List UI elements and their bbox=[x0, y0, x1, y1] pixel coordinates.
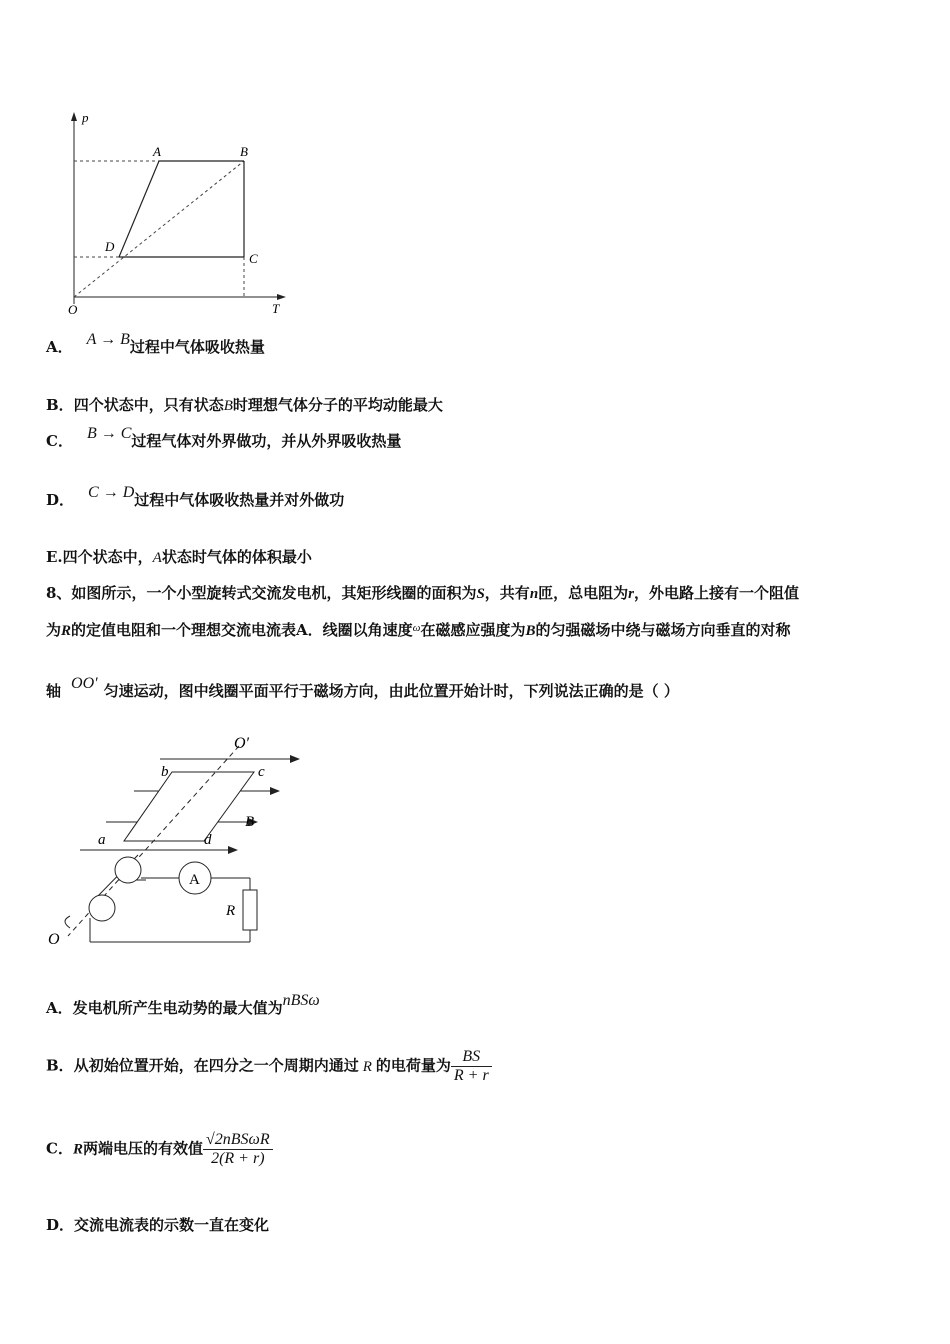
math-b: B bbox=[223, 398, 233, 414]
label-ammeter: A bbox=[189, 872, 200, 888]
stem-text: 的定值电阻和一个理想交流电流表A．线圈以角速度 bbox=[71, 621, 413, 639]
option-text: 的电荷量为 bbox=[375, 1056, 451, 1075]
fraction-denominator: 2(R + r) bbox=[211, 1150, 265, 1167]
p-axis bbox=[71, 112, 77, 304]
label-B: B bbox=[245, 814, 255, 830]
var-R: R bbox=[61, 623, 72, 639]
option-text: 交流电流表的示数一直在变化 bbox=[74, 1216, 270, 1234]
q8-option-b bbox=[46, 1048, 492, 1085]
fraction-numerator: BS bbox=[451, 1048, 492, 1067]
var-axis: OO′ bbox=[71, 675, 98, 692]
stem-text: 为 bbox=[46, 621, 62, 639]
T-label: T bbox=[272, 301, 280, 316]
option-letter: C． bbox=[46, 432, 73, 450]
generator-diagram bbox=[44, 728, 314, 950]
stem-text: 的匀强磁场中绕与磁场方向垂直的对称 bbox=[535, 621, 791, 639]
stem-text: 匝，总电阻为 bbox=[538, 584, 629, 602]
q8-option-c bbox=[46, 1131, 273, 1168]
slip-ring-bottom bbox=[89, 895, 115, 921]
fraction-denominator: R + r bbox=[453, 1067, 489, 1084]
q8-stem-line1 bbox=[46, 582, 799, 603]
q7-option-a bbox=[46, 331, 265, 357]
resistor bbox=[243, 890, 257, 930]
fraction-charge bbox=[451, 1048, 492, 1085]
q8-option-d bbox=[46, 1214, 269, 1235]
point-C-label: C bbox=[249, 251, 258, 266]
math-R: R bbox=[362, 1058, 372, 1075]
option-letter: D． bbox=[46, 1216, 75, 1234]
var-R: R bbox=[72, 1141, 83, 1158]
stem-text: ，外电路上接有一个阻值 bbox=[634, 584, 800, 602]
var-B: B bbox=[525, 623, 536, 639]
stem-text: 在磁感应强度为 bbox=[420, 621, 526, 639]
label-c: c bbox=[258, 764, 265, 780]
dashed-guides bbox=[74, 161, 244, 297]
option-text: 过程中气体吸收热量并对外做功 bbox=[134, 491, 345, 509]
var-S: S bbox=[476, 586, 485, 602]
option-text: 从初始位置开始，在四分之一个周期内通过 bbox=[73, 1056, 359, 1075]
q7-option-c bbox=[46, 425, 402, 451]
T-axis bbox=[74, 294, 286, 300]
option-text: 状态时气体的体积最小 bbox=[161, 548, 312, 566]
q8-option-a bbox=[46, 992, 320, 1018]
p-label: p bbox=[82, 110, 89, 125]
math-emf-max: nBSω bbox=[282, 992, 320, 1009]
point-D-label: D bbox=[105, 239, 115, 254]
var-r: r bbox=[628, 586, 635, 602]
stem-text: 轴 bbox=[46, 682, 62, 700]
math-b-to-c: B → C bbox=[86, 425, 132, 442]
label-a: a bbox=[98, 832, 106, 848]
label-R: R bbox=[226, 903, 236, 919]
option-letter: A． bbox=[46, 999, 73, 1017]
option-text: 时理想气体分子的平均动能最大 bbox=[232, 396, 443, 414]
math-a-to-b: A → B bbox=[86, 331, 130, 348]
option-text: 两端电压的有效值 bbox=[82, 1139, 203, 1158]
coil bbox=[124, 772, 254, 841]
label-b: b bbox=[161, 764, 169, 780]
math-a: A bbox=[152, 550, 162, 566]
option-text: 过程气体对外界做功，并从外界吸收热量 bbox=[131, 432, 402, 450]
option-letter: D． bbox=[46, 491, 75, 509]
pt-graph bbox=[60, 108, 300, 323]
q7-option-d bbox=[46, 484, 345, 510]
var-n: n bbox=[529, 586, 539, 602]
math-c-to-d: C → D bbox=[88, 484, 135, 501]
stem-text: 8、如图所示，一个小型旋转式交流发电机，其矩形线圈的面积为 bbox=[46, 584, 477, 602]
option-letter: C． bbox=[46, 1139, 73, 1158]
option-letter: E. bbox=[46, 548, 63, 566]
point-A-label: A bbox=[153, 144, 161, 159]
var-omega: ω bbox=[412, 622, 421, 634]
option-letter: B． bbox=[46, 1056, 74, 1075]
rotation-arrow-icon bbox=[65, 916, 70, 928]
stem-text: 匀速运动，图中线圈平面平行于磁场方向，由此位置开始计时，下列说法正确的是（ ） bbox=[103, 682, 679, 700]
option-text: 四个状态中，只有状态 bbox=[73, 396, 224, 414]
option-text: 发电机所产生电动势的最大值为 bbox=[72, 999, 283, 1017]
q7-option-b bbox=[46, 394, 443, 415]
option-letter: A． bbox=[46, 338, 73, 356]
origin-label: O bbox=[68, 302, 78, 317]
q8-stem-line2 bbox=[46, 619, 791, 640]
label-O: O bbox=[48, 931, 60, 948]
q7-option-e bbox=[46, 546, 312, 567]
option-text: 四个状态中， bbox=[62, 548, 153, 566]
label-d: d bbox=[204, 832, 212, 848]
q8-stem-line3 bbox=[46, 675, 679, 701]
option-text: 过程中气体吸收热量 bbox=[129, 338, 265, 356]
option-letter: B． bbox=[46, 396, 74, 414]
point-B-label: B bbox=[240, 144, 248, 159]
label-O-prime: O′ bbox=[234, 735, 250, 752]
fraction-voltage bbox=[203, 1131, 273, 1168]
stem-text: ，共有 bbox=[484, 584, 530, 602]
fraction-numerator: √2nBSωR bbox=[203, 1131, 273, 1150]
slip-ring-top bbox=[115, 857, 141, 883]
